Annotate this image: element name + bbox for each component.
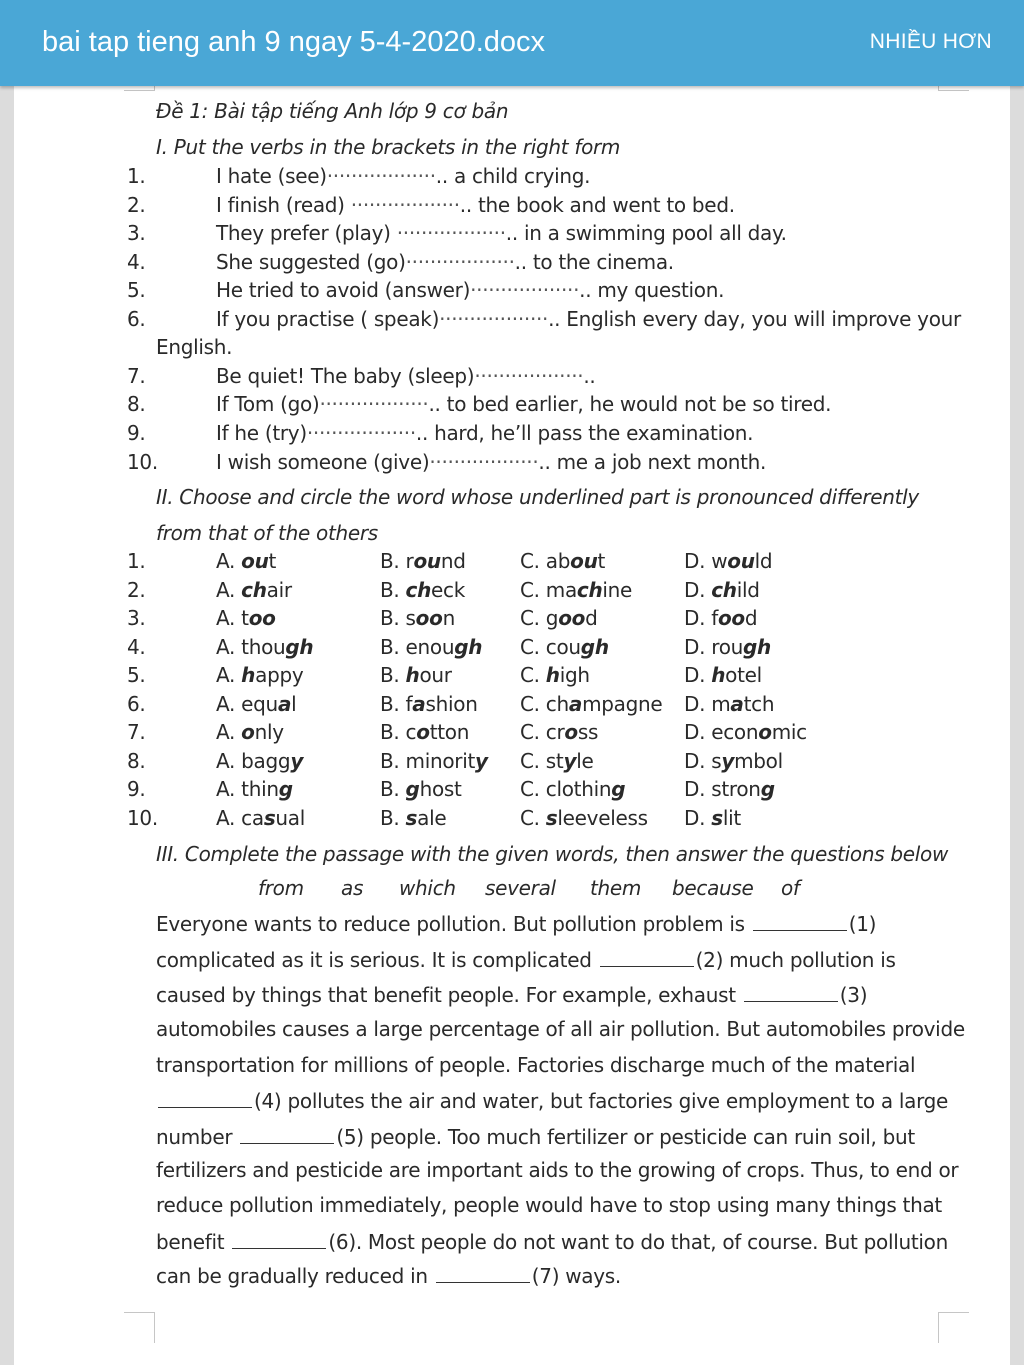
item-number: 10. xyxy=(127,806,158,830)
option-letter: B. xyxy=(380,549,406,573)
answer-blank[interactable] xyxy=(600,947,694,967)
option-c[interactable] xyxy=(520,663,590,687)
item-prompt: He tried to avoid (answer) xyxy=(216,278,471,302)
option-highlight: ou xyxy=(727,549,755,573)
option-letter: B. xyxy=(380,578,406,602)
item-number: 9. xyxy=(127,777,146,801)
option-word-start: minorit xyxy=(405,749,476,773)
option-highlight: oo xyxy=(248,606,276,630)
option-a[interactable] xyxy=(216,663,303,687)
answer-dots: ·················· xyxy=(396,221,506,245)
option-word-start: r xyxy=(405,549,414,573)
option-highlight: o xyxy=(241,720,255,744)
passage-text: benefit xyxy=(156,1230,231,1254)
option-highlight: h xyxy=(545,663,560,687)
option-word-end: appy xyxy=(255,663,304,687)
option-highlight: o xyxy=(758,720,772,744)
option-word-start: f xyxy=(405,692,413,716)
option-word-start: t xyxy=(241,606,249,630)
option-letter: A. xyxy=(216,720,242,744)
option-word-end: host xyxy=(419,777,462,801)
passage-line: fertilizers and pesticide are important aids to the growing of crops. Thus, to end or xyxy=(156,1158,959,1182)
option-word-end: ine xyxy=(602,578,633,602)
item-number: 9. xyxy=(127,421,146,445)
option-word-end: t xyxy=(268,549,277,573)
answer-dots: ·················· xyxy=(326,164,436,188)
option-highlight: oo xyxy=(415,606,443,630)
item-tail: .. me a job next month. xyxy=(538,450,767,474)
option-highlight: gh xyxy=(580,635,609,659)
option-word-end: ld xyxy=(754,549,773,573)
verb-item xyxy=(216,164,590,188)
option-d[interactable] xyxy=(684,606,757,630)
item-number: 2. xyxy=(127,193,146,217)
item-tail: .. English every day, you will improve your xyxy=(548,307,961,331)
passage-line xyxy=(156,1124,915,1149)
word-bank-item: as xyxy=(341,876,364,900)
answer-blank[interactable] xyxy=(744,982,838,1002)
option-b[interactable] xyxy=(380,806,446,830)
option-word-start: ca xyxy=(241,806,264,830)
passage-line xyxy=(156,911,876,936)
item-tail: .. the book and went to bed. xyxy=(459,193,735,217)
item-prompt: She suggested (go) xyxy=(216,250,406,274)
option-c[interactable] xyxy=(520,549,605,573)
option-letter: D. xyxy=(684,663,712,687)
option-b[interactable] xyxy=(380,749,488,773)
option-letter: A. xyxy=(216,749,242,773)
item-number: 4. xyxy=(127,250,146,274)
item-number: 5. xyxy=(127,278,146,302)
verb-item xyxy=(216,392,831,416)
option-word-start: thou xyxy=(241,635,286,659)
option-highlight: ch xyxy=(241,578,267,602)
verb-item xyxy=(216,278,724,302)
answer-dots: ·················· xyxy=(319,392,429,416)
answer-dots: ·················· xyxy=(405,250,515,274)
option-letter: D. xyxy=(684,692,712,716)
answer-blank[interactable] xyxy=(232,1229,326,1249)
option-highlight: h xyxy=(711,663,726,687)
option-d[interactable] xyxy=(684,806,741,830)
option-letter: C. xyxy=(520,806,546,830)
crop-mark-bottom-right xyxy=(938,1312,969,1343)
option-highlight: a xyxy=(568,692,583,716)
item-6-continuation: English. xyxy=(156,335,233,359)
item-number: 6. xyxy=(127,307,146,331)
option-word-start: s xyxy=(711,749,722,773)
passage-line xyxy=(156,1088,948,1113)
option-highlight: ch xyxy=(711,578,737,602)
option-highlight: ou xyxy=(241,549,269,573)
passage-text: can be gradually reduced in xyxy=(156,1264,434,1288)
option-letter: A. xyxy=(216,692,242,716)
option-word-end: igh xyxy=(559,663,590,687)
option-letter: B. xyxy=(380,663,406,687)
option-highlight: oo xyxy=(558,606,586,630)
document-page[interactable] xyxy=(14,86,1010,1365)
option-word-start: clothin xyxy=(545,777,612,801)
option-word-end: tton xyxy=(429,720,470,744)
option-d[interactable] xyxy=(684,749,783,773)
option-c[interactable] xyxy=(520,720,598,744)
option-word-end: t xyxy=(597,549,606,573)
option-letter: D. xyxy=(684,635,712,659)
option-letter: A. xyxy=(216,806,242,830)
option-word-end: ual xyxy=(275,806,306,830)
option-word-end: ss xyxy=(577,720,599,744)
option-letter: C. xyxy=(520,692,546,716)
option-highlight: ch xyxy=(576,578,603,602)
option-c[interactable] xyxy=(520,606,597,630)
more-button[interactable]: NHIỀU HƠN xyxy=(869,30,992,53)
option-highlight: s xyxy=(263,806,276,830)
option-word-start: econ xyxy=(711,720,759,744)
option-c[interactable] xyxy=(520,635,609,659)
item-prompt: If Tom (go) xyxy=(216,392,320,416)
answer-dots: ·················· xyxy=(306,421,416,445)
item-number: 8. xyxy=(127,392,146,416)
passage-text: Everyone wants to reduce pollution. But pollution problem is xyxy=(156,912,751,936)
passage-line xyxy=(156,1229,948,1254)
passage-text: (4) pollutes the air and water, but factories give employment to a large xyxy=(254,1089,949,1113)
option-letter: D. xyxy=(684,749,712,773)
option-letter: B. xyxy=(380,749,406,773)
option-word-end: ild xyxy=(736,578,760,602)
option-c[interactable] xyxy=(520,749,593,773)
option-word-end: lit xyxy=(722,806,741,830)
option-word-start: f xyxy=(711,606,718,630)
option-highlight: h xyxy=(241,663,256,687)
option-a[interactable] xyxy=(216,720,284,744)
item-tail: .. a child crying. xyxy=(435,164,591,188)
option-word-end: shion xyxy=(425,692,478,716)
option-highlight: y xyxy=(290,749,304,773)
option-letter: A. xyxy=(216,635,242,659)
option-letter: A. xyxy=(216,578,242,602)
option-word-end: nly xyxy=(254,720,284,744)
option-highlight: y xyxy=(563,749,577,773)
option-d[interactable] xyxy=(684,663,762,687)
option-word-end: air xyxy=(266,578,292,602)
verb-item xyxy=(216,307,961,331)
option-a[interactable] xyxy=(216,606,276,630)
item-prompt: They prefer (play) xyxy=(216,221,397,245)
item-number: 7. xyxy=(127,720,146,744)
item-tail: .. hard, he’ll pass the examination. xyxy=(415,421,754,445)
passage-text: number xyxy=(156,1125,239,1149)
option-letter: D. xyxy=(684,606,712,630)
item-number: 3. xyxy=(127,221,146,245)
option-word-start: st xyxy=(545,749,564,773)
option-b[interactable] xyxy=(380,692,478,716)
option-highlight: gh xyxy=(743,635,771,659)
option-b[interactable] xyxy=(380,606,455,630)
option-letter: A. xyxy=(216,606,242,630)
option-word-start: ch xyxy=(545,692,569,716)
option-letter: B. xyxy=(380,606,406,630)
option-word-start: enou xyxy=(405,635,455,659)
option-letter: C. xyxy=(520,777,546,801)
word-bank-item: of xyxy=(781,876,800,900)
option-letter: D. xyxy=(684,806,712,830)
item-number: 3. xyxy=(127,606,146,630)
option-a[interactable] xyxy=(216,806,305,830)
app-header xyxy=(0,0,1024,86)
option-d[interactable] xyxy=(684,549,772,573)
word-bank-item: them xyxy=(590,876,642,900)
item-number: 7. xyxy=(127,364,146,388)
option-letter: C. xyxy=(520,749,546,773)
option-c[interactable] xyxy=(520,777,625,801)
option-word-start: cr xyxy=(545,720,565,744)
option-highlight: o xyxy=(416,720,430,744)
option-word-start: g xyxy=(545,606,559,630)
passage-text: caused by things that benefit people. For example, exhaust xyxy=(156,983,742,1007)
option-word-start: cou xyxy=(545,635,581,659)
section-3-heading: III. Complete the passage with the given words, then answer the questions below xyxy=(156,842,949,866)
item-number: 10. xyxy=(127,450,158,474)
option-d[interactable] xyxy=(684,635,771,659)
passage-line xyxy=(156,1263,621,1288)
option-word-end: d xyxy=(585,606,598,630)
option-highlight: oo xyxy=(717,606,745,630)
option-word-start: stron xyxy=(711,777,761,801)
item-prompt: If you practise ( speak) xyxy=(216,307,440,331)
option-letter: B. xyxy=(380,806,406,830)
option-a[interactable] xyxy=(216,692,296,716)
option-b[interactable] xyxy=(380,635,482,659)
item-tail: .. xyxy=(583,364,596,388)
option-d[interactable] xyxy=(684,720,807,744)
item-number: 2. xyxy=(127,578,146,602)
answer-dots: ·················· xyxy=(470,278,580,302)
option-b[interactable] xyxy=(380,720,469,744)
option-letter: A. xyxy=(216,777,242,801)
answer-blank[interactable] xyxy=(753,911,847,931)
passage-text: (6). Most people do not want to do that, of course. But pollution xyxy=(328,1230,948,1254)
option-word-start: ma xyxy=(545,578,577,602)
answer-blank[interactable] xyxy=(158,1088,252,1108)
passage-line: reduce pollution immediately, people would have to stop using many things that xyxy=(156,1193,942,1217)
passage-text: (2) much pollution is xyxy=(695,948,896,972)
option-letter: D. xyxy=(684,549,712,573)
option-highlight: y xyxy=(475,749,488,773)
option-highlight: s xyxy=(405,806,418,830)
passage-line xyxy=(156,982,867,1007)
answer-blank[interactable] xyxy=(240,1124,334,1144)
section-2-heading: II. Choose and circle the word whose underlined part is pronounced differently xyxy=(156,485,919,509)
option-a[interactable] xyxy=(216,549,276,573)
option-c[interactable] xyxy=(520,578,632,602)
passage-line: transportation for millions of people. Factories discharge much of the material xyxy=(156,1053,916,1077)
word-bank-item: from xyxy=(258,876,304,900)
option-letter: C. xyxy=(520,635,546,659)
option-letter: D. xyxy=(684,578,712,602)
option-word-end: eck xyxy=(431,578,466,602)
option-word-end: leeveless xyxy=(557,806,648,830)
answer-dots: ·················· xyxy=(429,450,539,474)
option-word-end: mic xyxy=(771,720,807,744)
option-highlight: g xyxy=(405,777,420,801)
option-word-end: n xyxy=(442,606,455,630)
option-word-end: l xyxy=(291,692,297,716)
answer-dots: ·················· xyxy=(350,193,460,217)
option-word-end: mpagne xyxy=(582,692,663,716)
option-letter: B. xyxy=(380,777,406,801)
verb-item xyxy=(216,450,766,474)
option-highlight: g xyxy=(278,777,293,801)
item-tail: .. to bed earlier, he would not be so tired. xyxy=(428,392,832,416)
option-d[interactable] xyxy=(684,692,774,716)
option-word-end: our xyxy=(419,663,452,687)
option-b[interactable] xyxy=(380,777,462,801)
option-letter: B. xyxy=(380,692,406,716)
option-word-end: ale xyxy=(417,806,447,830)
option-letter: C. xyxy=(520,578,546,602)
verb-item xyxy=(216,421,753,445)
option-a[interactable] xyxy=(216,777,293,801)
option-letter: D. xyxy=(684,720,712,744)
word-bank-item: which xyxy=(399,876,456,900)
option-highlight: y xyxy=(721,749,735,773)
passage-text: complicated as it is serious. It is complicated xyxy=(156,948,598,972)
option-letter: A. xyxy=(216,549,242,573)
option-highlight: ch xyxy=(405,578,432,602)
option-letter: C. xyxy=(520,663,546,687)
option-word-start: rou xyxy=(711,635,744,659)
document-title: bai tap tieng anh 9 ngay 5-4-2020.docx xyxy=(42,26,546,58)
option-word-end: otel xyxy=(725,663,762,687)
option-highlight: o xyxy=(564,720,578,744)
section-1-heading: I. Put the verbs in the brackets in the right form xyxy=(156,135,621,159)
option-highlight: a xyxy=(277,692,292,716)
option-word-start: equ xyxy=(241,692,278,716)
answer-dots: ·················· xyxy=(474,364,584,388)
passage-text: (5) people. Too much fertilizer or pesticide can ruin soil, but xyxy=(336,1125,915,1149)
verb-item xyxy=(216,250,674,274)
option-highlight: h xyxy=(405,663,420,687)
passage-line xyxy=(156,947,896,972)
option-letter: C. xyxy=(520,606,546,630)
option-word-start: bagg xyxy=(241,749,291,773)
option-a[interactable] xyxy=(216,749,303,773)
option-word-end: nd xyxy=(440,549,466,573)
option-letter: A. xyxy=(216,663,242,687)
item-prompt: Be quiet! The baby (sleep) xyxy=(216,364,475,388)
option-highlight: g xyxy=(760,777,775,801)
verb-item xyxy=(216,193,735,217)
option-word-end: d xyxy=(744,606,758,630)
verb-item xyxy=(216,221,787,245)
option-c[interactable] xyxy=(520,806,648,830)
option-letter: C. xyxy=(520,549,546,573)
item-prompt: I wish someone (give) xyxy=(216,450,430,474)
section-2-heading-cont: from that of the others xyxy=(156,521,378,545)
verb-item xyxy=(216,364,596,388)
option-letter: B. xyxy=(380,720,406,744)
item-number: 8. xyxy=(127,749,146,773)
option-word-end: mbol xyxy=(734,749,783,773)
item-prompt: If he (try) xyxy=(216,421,307,445)
option-highlight: ou xyxy=(413,549,441,573)
option-word-start: m xyxy=(711,692,731,716)
crop-mark-bottom-left xyxy=(124,1312,155,1343)
item-number: 5. xyxy=(127,663,146,687)
option-d[interactable] xyxy=(684,777,775,801)
item-number: 1. xyxy=(127,164,146,188)
passage-text: (3) xyxy=(839,983,868,1007)
option-highlight: s xyxy=(545,806,558,830)
item-tail: .. in a swimming pool all day. xyxy=(505,221,787,245)
option-a[interactable] xyxy=(216,635,313,659)
item-tail: .. to the cinema. xyxy=(514,250,674,274)
option-word-start: ab xyxy=(545,549,571,573)
option-highlight: ou xyxy=(570,549,598,573)
option-word-start: w xyxy=(711,549,728,573)
option-word-end: tch xyxy=(743,692,775,716)
option-b[interactable] xyxy=(380,663,452,687)
passage-line: automobiles causes a large percentage of all air pollution. But automobiles provide xyxy=(156,1017,965,1041)
item-tail: .. my question. xyxy=(579,278,725,302)
item-number: 4. xyxy=(127,635,146,659)
word-bank-item: because xyxy=(672,876,754,900)
option-word-start: thin xyxy=(241,777,279,801)
option-word-start: s xyxy=(405,606,416,630)
answer-blank[interactable] xyxy=(436,1263,530,1283)
option-word-start: c xyxy=(405,720,417,744)
option-word-end: le xyxy=(576,749,594,773)
passage-text: (7) ways. xyxy=(531,1264,621,1288)
option-d[interactable] xyxy=(684,578,760,602)
passage-text: (1) xyxy=(848,912,877,936)
answer-dots: ·················· xyxy=(439,307,549,331)
option-highlight: gh xyxy=(454,635,483,659)
option-highlight: s xyxy=(711,806,723,830)
option-highlight: gh xyxy=(285,635,314,659)
word-bank-item: several xyxy=(485,876,556,900)
item-prompt: I finish (read) xyxy=(216,193,351,217)
option-b[interactable] xyxy=(380,549,466,573)
option-a[interactable] xyxy=(216,578,292,602)
item-number: 1. xyxy=(127,549,146,573)
item-number: 6. xyxy=(127,692,146,716)
option-highlight: g xyxy=(611,777,626,801)
option-letter: B. xyxy=(380,635,406,659)
option-b[interactable] xyxy=(380,578,465,602)
option-highlight: a xyxy=(412,692,426,716)
doc-heading: Đề 1: Bài tập tiếng Anh lớp 9 cơ bản xyxy=(156,99,509,123)
option-highlight: a xyxy=(730,692,744,716)
item-prompt: I hate (see) xyxy=(216,164,327,188)
option-c[interactable] xyxy=(520,692,662,716)
option-letter: C. xyxy=(520,720,546,744)
option-letter: D. xyxy=(684,777,712,801)
